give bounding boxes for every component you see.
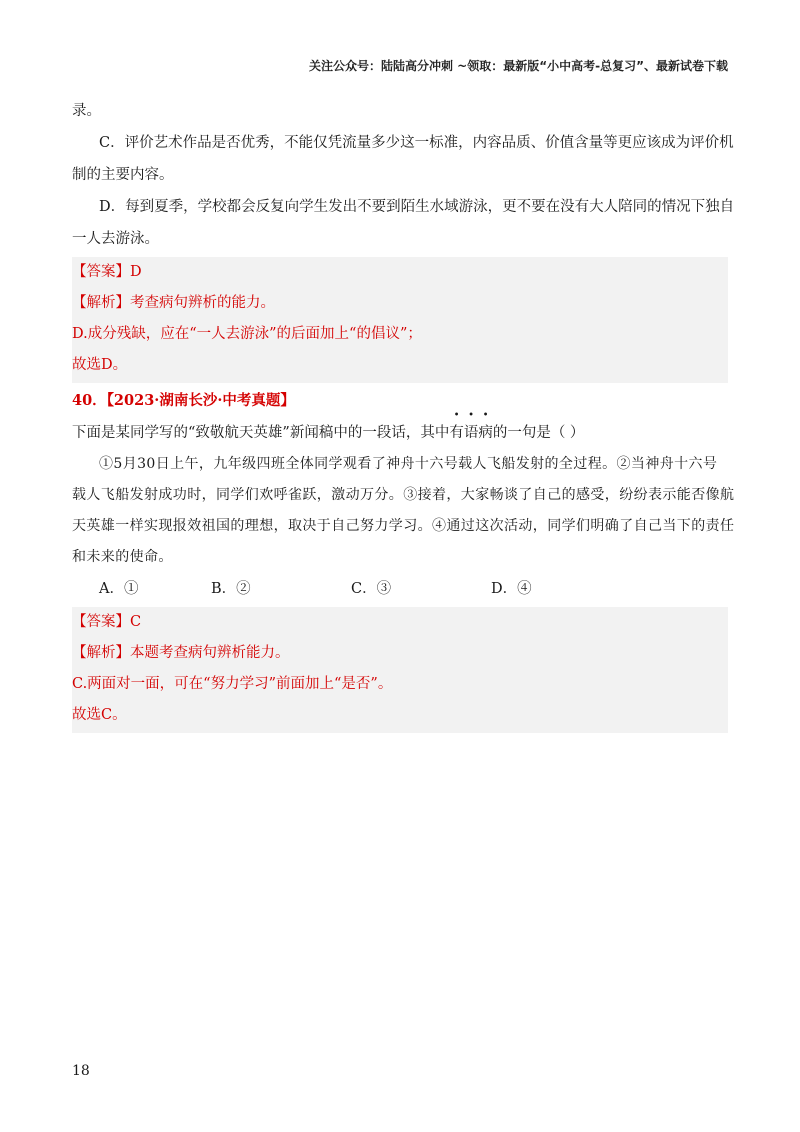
option-c: C．③ [351,581,392,597]
option-b: B．② [211,581,251,597]
question-stem [72,410,728,449]
passage-line-3: 天英雄一样实现报效祖国的理想，取决于自己努力学习。④通过这次活动，同学们明确了自己当下的责任 [72,518,735,534]
prev-answer: 【答案】D [72,264,142,280]
passage-line-4: 和未来的使命。 [72,549,173,565]
answer-40: 【答案】C [72,614,142,630]
answer-options [72,573,728,605]
stem-emph-3: • 病 [478,410,493,441]
conclusion-40: 故选C。 [72,707,127,723]
emphasis-dot: • [453,410,460,421]
prev-option-c-line1: C．评价艺术作品是否优秀，不能仅凭流量多少这一标准，内容品质、价值含量等更应该成为评价机 [99,135,734,151]
analysis-40: 【解析】本题考查病句辨析能力。 [72,645,290,661]
question-source: 【2023·湖南长沙·中考真题】 [106,392,295,409]
option-a: A．① [99,581,139,597]
stem-before: 下面是某同学写的“致敬航天英雄”新闻稿中的一段话，其中 [72,425,450,441]
prev-conclusion: 故选D。 [72,357,128,373]
emphasis-dot: • [482,410,489,421]
prev-option-c-line2: 制的主要内容。 [72,167,174,183]
page-content [72,95,735,735]
stem-emph-2: • 语 [463,410,479,441]
stem-emph-1: • 有 [449,410,464,441]
prev-option-d-line2: 一人去游泳。 [72,231,159,247]
prev-analysis: 【解析】考查病句辨析的能力。 [72,295,275,311]
page-number: 18 [72,1063,90,1079]
prev-answer-box [72,257,728,383]
emphasis-dot: • [468,410,475,421]
question-40-heading [72,385,728,417]
page-header: 关注公众号：陆陆高分冲刺 ~领取：最新版“小中高考-总复习”、最新试卷下载 [309,59,728,73]
question-number: 40． [72,392,107,409]
prev-line-tail: 录。 [72,103,101,119]
option-d: D．④ [491,581,532,597]
answer-40-box [72,607,728,733]
prev-option-d-line1: D．每到夏季，学校都会反复向学生发出不要到陌生水域游泳，更不要在没有大人陪同的情况下独自 [99,199,735,215]
passage-line-2: 载人飞船发射成功时，同学们欢呼雀跃，激动万分。③接着，大家畅谈了自己的感受，纷纷表示能否像航 [72,487,735,503]
passage-line-1: ①5月30日上午，九年级四班全体同学观看了神舟十六号载人飞船发射的全过程。②当神舟十六号 [99,456,718,472]
detail-40: C.两面对一面，可在“努力学习”前面加上“是否”。 [72,676,393,692]
stem-after: 的一句是（ ） [492,425,585,441]
prev-detail: D.成分残缺，应在“一人去游泳”的后面加上“的倡议”； [72,326,422,342]
